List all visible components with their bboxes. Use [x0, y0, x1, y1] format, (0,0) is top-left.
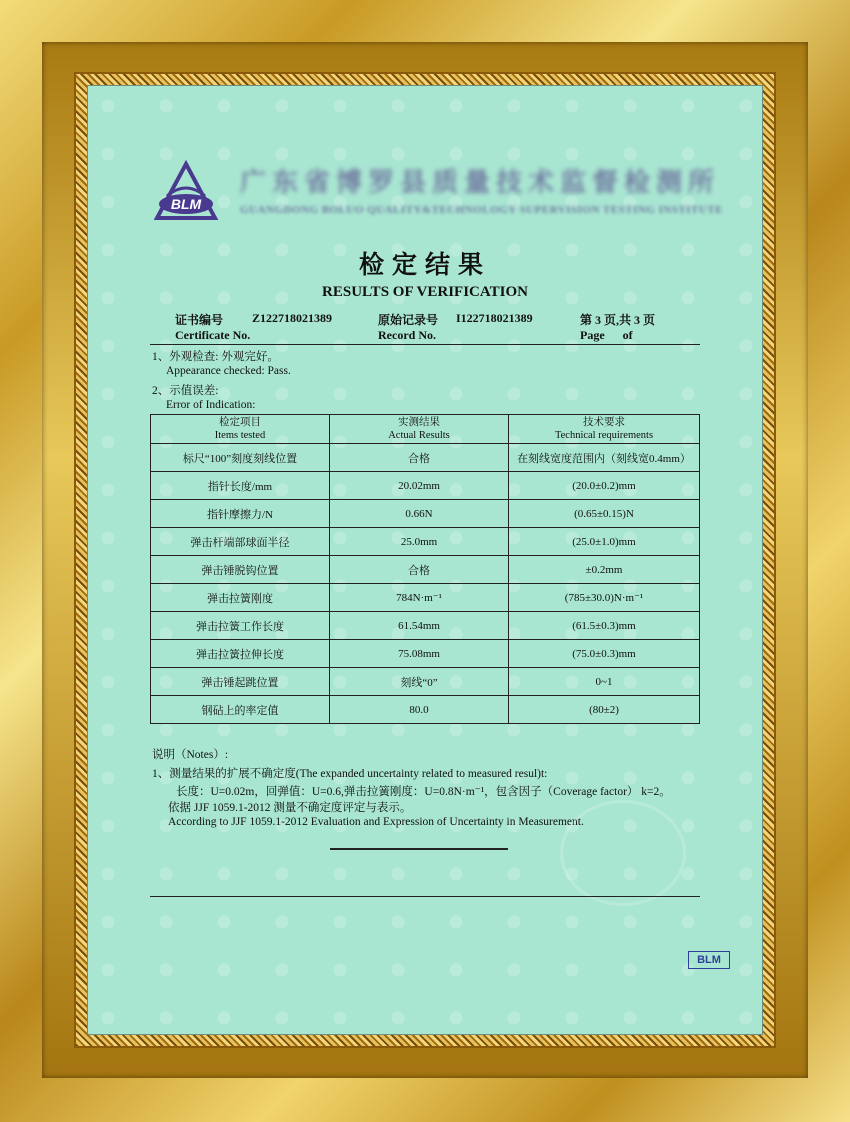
record-number: I122718021389	[456, 311, 533, 325]
table-cell: (785±30.0)N·m⁻¹	[509, 584, 700, 612]
table-cell: 在刻线宽度范围内（刻线宽0.4mm）	[509, 444, 700, 472]
cert-label-cn: 证书编号	[175, 313, 224, 327]
table-cell: 弹击锤脱钩位置	[151, 556, 330, 584]
table-row	[151, 640, 700, 668]
table-cell: 合格	[330, 556, 509, 584]
table-cell: (25.0±1.0)mm	[509, 528, 700, 556]
table-row	[151, 500, 700, 528]
notes-line-1: 1、测量结果的扩展不确定度(The expanded uncertainty related to measured resul)t:	[152, 768, 548, 780]
table-cell: (80±2)	[509, 696, 700, 724]
table-cell: 0~1	[509, 668, 700, 696]
notes-line-3: 依据 JJF 1059.1-2012 测量不确定度评定与表示。	[168, 802, 412, 814]
notes-line-2: 长度：U=0.02m，回弹值：U=0.6,弹击拉簧刚度：U=0.8N·m⁻¹，包含因子（Coverage factor） k=2。	[176, 786, 671, 798]
table-row	[151, 444, 700, 472]
table-cell: 20.02mm	[330, 472, 509, 500]
record-label-en: Record No.	[378, 328, 436, 342]
error-cn: 2、示值误差:	[152, 385, 219, 397]
results-table	[150, 414, 700, 724]
table-cell: 合格	[330, 444, 509, 472]
table-cell: 弹击拉簧工作长度	[151, 612, 330, 640]
institute-name-en: GUANGDONG BOLUO QUALITY&TECHNOLOGY SUPERVISION TESTING INSTITUTE	[240, 204, 724, 216]
page-cn: 第 3 页,共 3 页	[580, 313, 656, 327]
table-cell: 弹击锤起跳位置	[151, 668, 330, 696]
table-cell: 0.66N	[330, 500, 509, 528]
blm-stamp: BLM	[688, 951, 730, 969]
table-cell: (20.0±0.2)mm	[509, 472, 700, 500]
table-cell: 弹击拉簧拉伸长度	[151, 640, 330, 668]
table-cell: 刻线“0”	[330, 668, 509, 696]
embossed-seal	[560, 800, 686, 906]
table-row	[151, 612, 700, 640]
header-items: 检定项目 Items tested	[151, 415, 330, 444]
title-en: RESULTS OF VERIFICATION	[322, 284, 528, 300]
institute-name-cn: 广东省博罗县质量技术监督检测所	[240, 168, 721, 197]
record-label-cn: 原始记录号	[378, 313, 439, 327]
header-actual: 实测结果 Actual Results	[330, 415, 509, 444]
appearance-cn: 1、外观检查: 外观完好。	[152, 351, 279, 363]
table-cell: 指针长度/mm	[151, 472, 330, 500]
notes-line-4: According to JJF 1059.1-2012 Evaluation and Expression of Uncertainty in Measurement.	[168, 816, 584, 828]
header-rule	[150, 344, 700, 345]
table-row	[151, 584, 700, 612]
table-header-row	[151, 415, 700, 444]
error-en: Error of Indication:	[166, 399, 256, 411]
notes-heading: 说明（Notes）:	[152, 749, 229, 761]
table-cell: ±0.2mm	[509, 556, 700, 584]
cert-number: Z122718021389	[252, 311, 333, 325]
table-cell: 钢砧上的率定值	[151, 696, 330, 724]
table-cell: 75.08mm	[330, 640, 509, 668]
table-cell: 80.0	[330, 696, 509, 724]
table-cell: 标尺“100”刻度刻线位置	[151, 444, 330, 472]
table-row	[151, 668, 700, 696]
table-cell: 弹击拉簧刚度	[151, 584, 330, 612]
table-cell: (61.5±0.3)mm	[509, 612, 700, 640]
table-cell: (75.0±0.3)mm	[509, 640, 700, 668]
table-cell: (0.65±0.15)N	[509, 500, 700, 528]
table-row	[151, 556, 700, 584]
institute-logo-icon	[153, 160, 219, 226]
table-row	[151, 696, 700, 724]
logo-text: BLM	[170, 196, 202, 212]
bottom-rule	[150, 896, 700, 897]
end-line	[330, 848, 508, 850]
table-cell: 弹击杆端部球面半径	[151, 528, 330, 556]
table-row	[151, 472, 700, 500]
cert-label-en: Certificate No.	[175, 328, 251, 342]
table-cell: 指针摩擦力/N	[151, 500, 330, 528]
page-en: Page of	[580, 328, 633, 342]
appearance-en: Appearance checked: Pass.	[166, 365, 291, 377]
header-requirements: 技术要求 Technical requirements	[509, 415, 700, 444]
table-cell: 61.54mm	[330, 612, 509, 640]
table-cell: 25.0mm	[330, 528, 509, 556]
title-cn: 检定结果	[358, 250, 491, 279]
table-cell: 784N·m⁻¹	[330, 584, 509, 612]
table-row	[151, 528, 700, 556]
